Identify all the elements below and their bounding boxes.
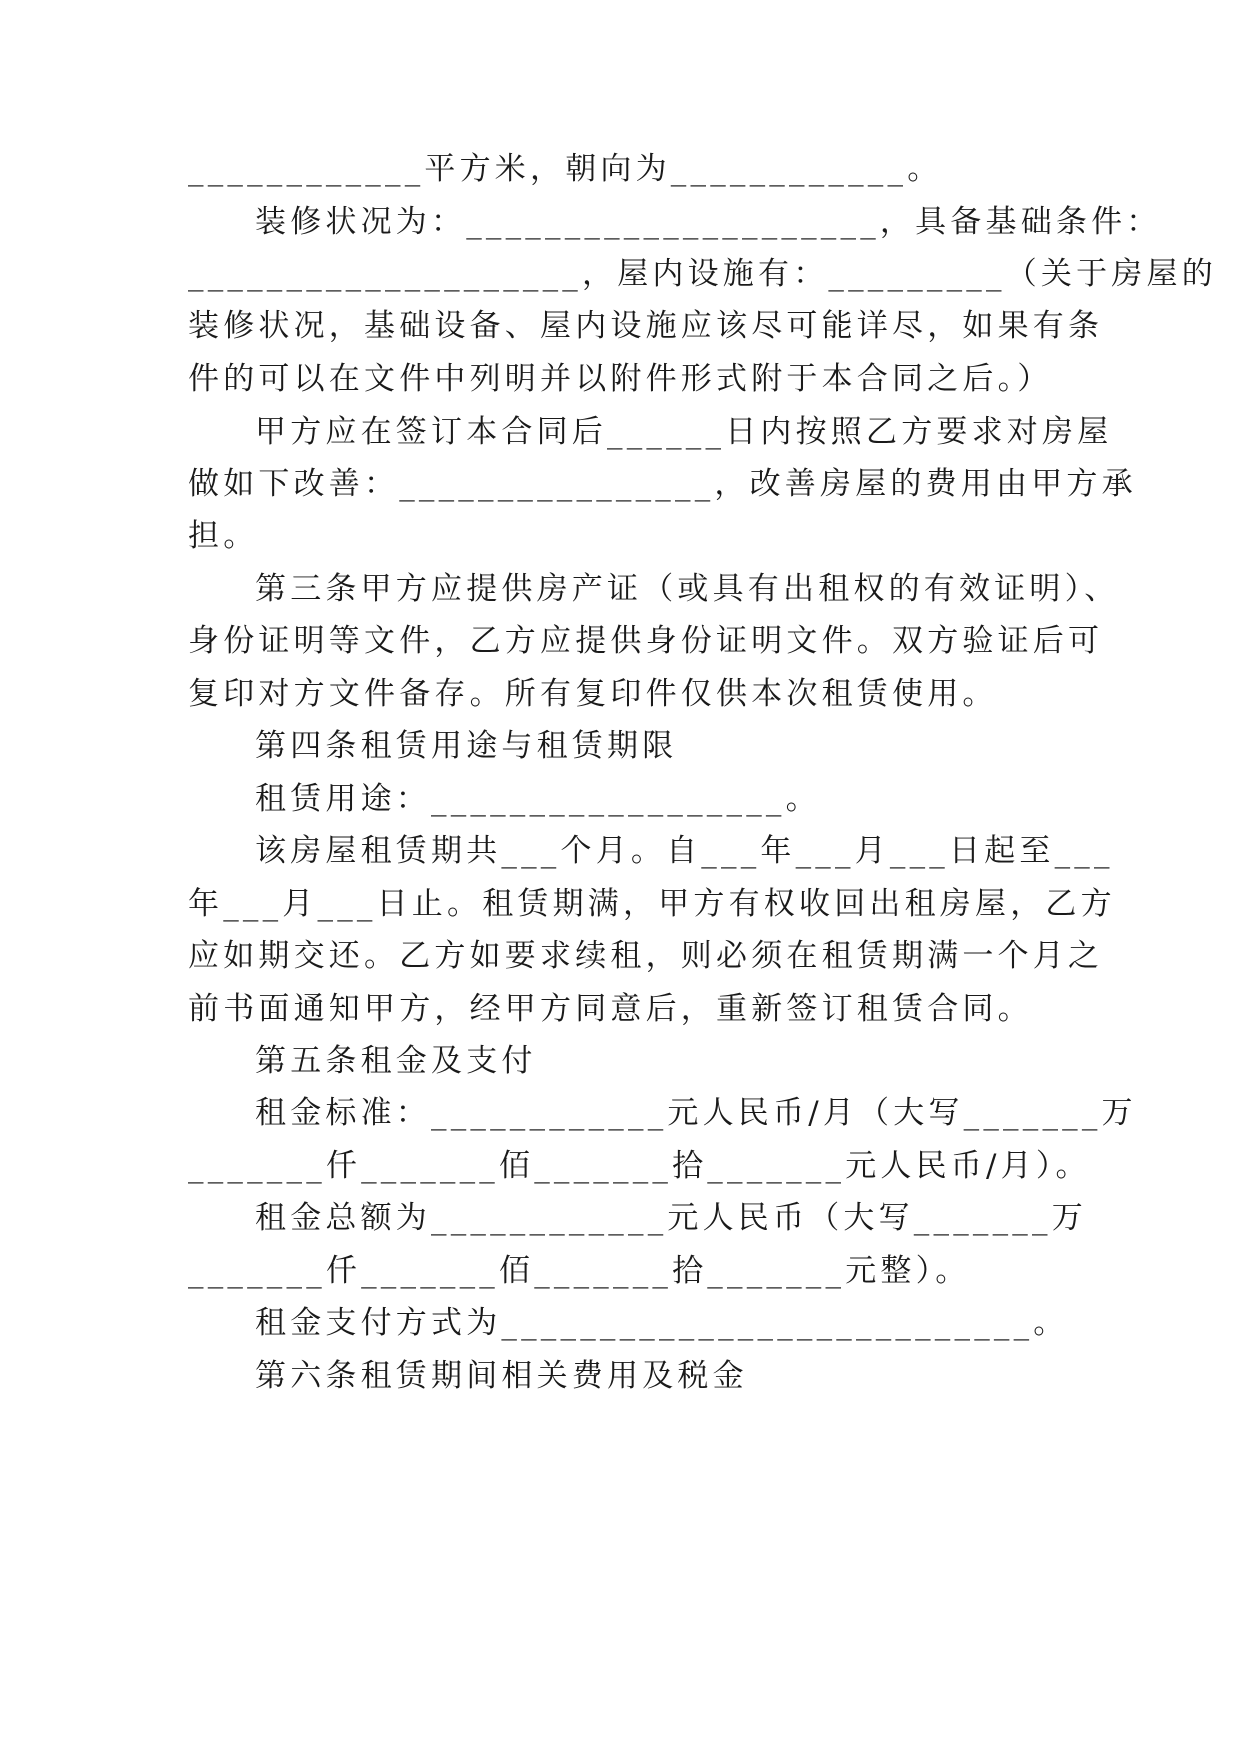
text-line-article-3-cont: 身份证明等文件，乙方应提供身份证明文件。双方验证后可 <box>188 623 1104 659</box>
text-line-rent-total-capital: _______仟_______佰_______拾_______元整）。 <box>188 1253 971 1289</box>
text-line-lease-term: 该房屋租赁期共___个月。自___年___月___日起至___ <box>255 833 1114 869</box>
text-line-improvement-items: 做如下改善：________________，改善房屋的费用由甲方承 <box>188 466 1137 502</box>
text-line-lease-purpose: 租赁用途：__________________。 <box>255 781 821 817</box>
article-5-heading: 第五条租金及支付 <box>255 1043 537 1079</box>
text-line-decoration-status: 装修状况为：_____________________，具备基础条件： <box>255 204 1162 240</box>
text-line-payment-method: 租金支付方式为___________________________。 <box>255 1305 1069 1341</box>
text-line-improvement-end: 担。 <box>188 518 259 554</box>
text-line-facilities: ____________________，屋内设施有：_________（关于房屋的 <box>188 256 1217 292</box>
text-line-area-orientation: ____________平方米，朝向为____________。 <box>188 151 943 187</box>
text-line-improvement-days: 甲方应在签订本合同后______日内按照乙方要求对房屋 <box>255 414 1113 450</box>
text-line-lease-term-end: 年___月___日止。租赁期满，甲方有权收回出租房屋，乙方 <box>188 886 1116 922</box>
text-line-rent-total: 租金总额为____________元人民币（大写_______万 <box>255 1200 1087 1236</box>
text-line-renewal-end: 前书面通知甲方，经甲方同意后，重新签订租赁合同。 <box>188 991 1033 1027</box>
text-line-facilities-note: 装修状况，基础设备、屋内设施应该尽可能详尽，如果有条 <box>188 308 1104 344</box>
article-6-heading: 第六条租赁期间相关费用及税金 <box>255 1358 748 1394</box>
text-line-renewal: 应如期交还。乙方如要求续租，则必须在租赁期满一个月之 <box>188 938 1104 974</box>
text-line-attachment-note: 件的可以在文件中列明并以附件形式附于本合同之后。） <box>188 361 1053 397</box>
text-line-rent-standard: 租金标准：____________元人民币/月（大写_______万 <box>255 1095 1137 1131</box>
text-line-article-3: 第三条甲方应提供房产证（或具有出租权的有效证明）、 <box>255 571 1120 607</box>
article-4-heading: 第四条租赁用途与租赁期限 <box>255 728 678 764</box>
text-line-article-3-end: 复印对方文件备存。所有复印件仅供本次租赁使用。 <box>188 676 998 712</box>
text-line-rent-standard-capital: _______仟_______佰_______拾_______元人民币/月）。 <box>188 1148 1091 1184</box>
